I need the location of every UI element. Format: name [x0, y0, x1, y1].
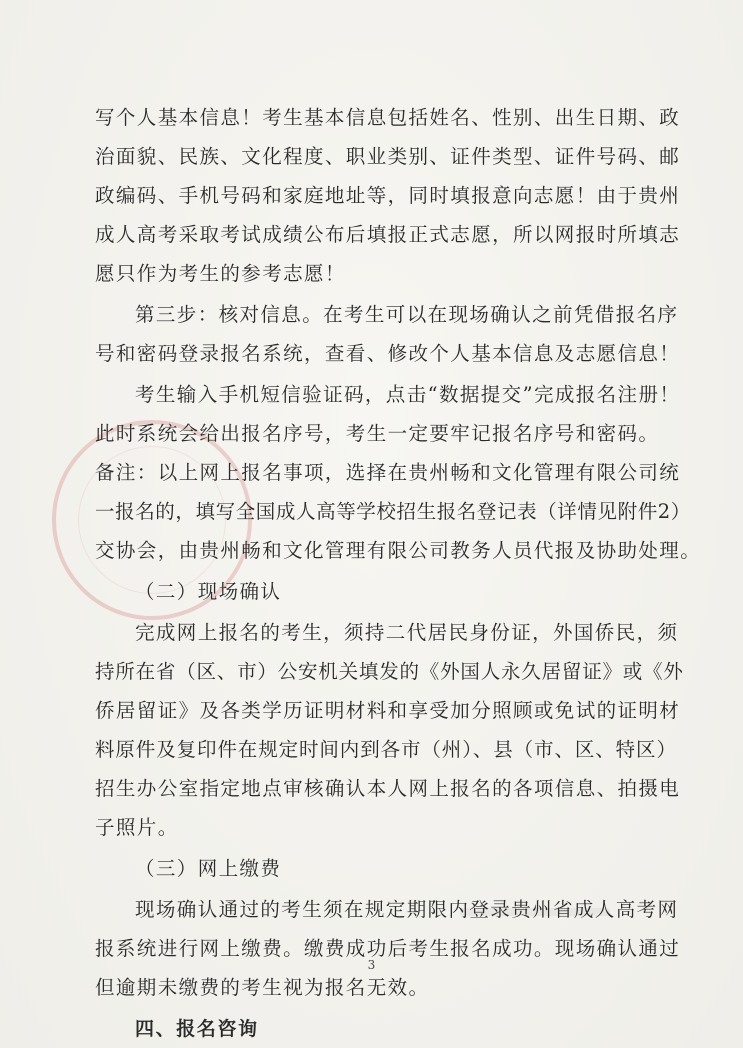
onsite-paragraph-line: 完成网上报名的考生，须持二代居民身份证，外国侨民，须: [135, 621, 679, 644]
note-line: 备注：以上网上报名事项，选择在贵州畅和文化管理有限公司统: [95, 461, 681, 484]
body-line: 子照片。: [95, 816, 179, 839]
body-line: 报系统进行网上缴费。缴费成功后考生报名成功。现场确认通过: [95, 937, 681, 960]
section-heading-onsite: （二）现场确认: [135, 580, 282, 603]
body-line: 成人高考采取考试成绩公布后填报正式志愿，所以网报时所填志: [95, 223, 681, 246]
body-line: 持所在省（区、市）公安机关填发的《外国人永久居留证》或《外: [95, 660, 684, 683]
section-heading-consult: 四、报名咨询: [135, 1018, 259, 1040]
document-body: [95, 104, 702, 1043]
note-line: 一报名的，填写全国成人高等学校招生报名登记表（详情见附件2）: [95, 500, 691, 523]
body-line: 治面貌、民族、文化程度、职业类别、证件类型、证件号码、邮: [95, 145, 681, 168]
body-line: 愿只作为考生的参考志愿！: [95, 262, 346, 285]
body-line: 此时系统会给出报名序号，考生一定要牢记报名序号和密码。: [95, 422, 660, 445]
body-line: 号和密码登录报名系统，查看、修改个人基本信息及志愿信息！: [95, 342, 681, 365]
body-line: 但逾期未缴费的考生视为报名无效。: [95, 976, 430, 999]
sms-paragraph-line: 考生输入手机短信验证码，点击“数据提交”完成报名注册！: [135, 383, 681, 406]
note-line: 交协会，由贵州畅和文化管理有限公司教务人员代报及协助处理。: [95, 539, 702, 562]
section-heading-payment: （三）网上缴费: [135, 857, 282, 880]
step3-paragraph-line: 第三步：核对信息。在考生可以在现场确认之前凭借报名序: [135, 303, 679, 326]
payment-paragraph-line: 现场确认通过的考生须在规定期限内登录贵州省成人高考网: [135, 898, 679, 921]
body-line: 料原件及复印件在规定时间内到各市（州）、县（市、区、特区）: [95, 738, 677, 761]
body-line: 招生办公室指定地点审核确认本人网上报名的各项信息、拍摄电: [95, 777, 681, 800]
body-line: 侨居留证》及各类学历证明材料和享受加分照顾或免试的证明材: [95, 699, 681, 722]
body-line: 写个人基本信息！考生基本信息包括姓名、性别、出生日期、政: [95, 106, 681, 129]
body-line: 政编码、手机号码和家庭地址等，同时填报意向志愿！由于贵州: [95, 184, 681, 207]
page-number: 3: [367, 958, 376, 972]
